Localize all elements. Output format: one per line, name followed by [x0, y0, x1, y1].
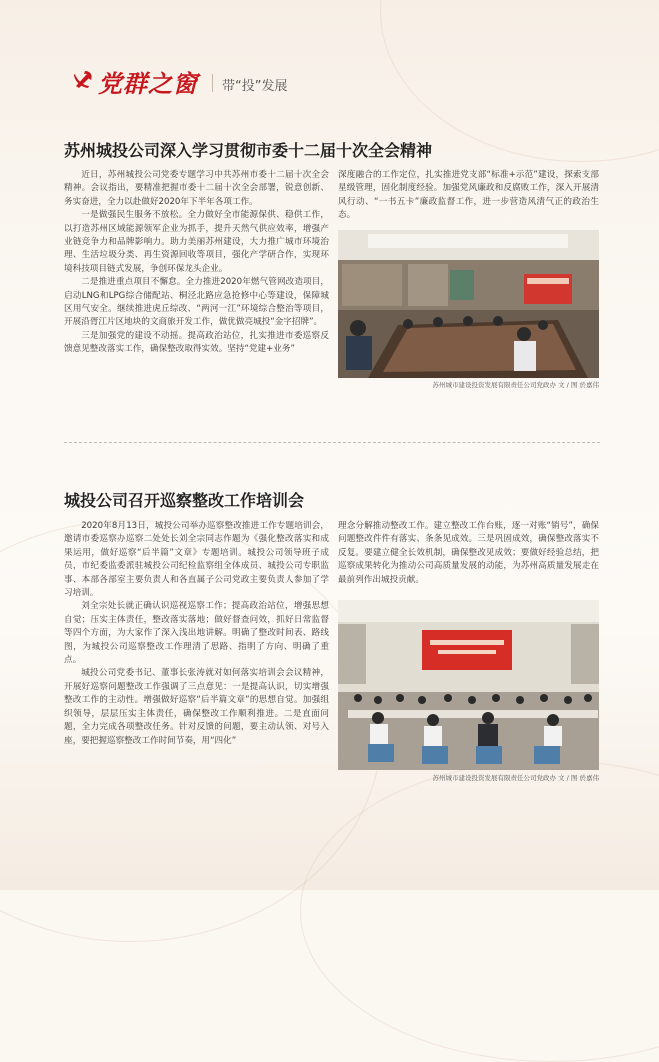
article2-training-photo [338, 600, 599, 770]
article2-title: 城投公司召开巡察整改工作培训会 [64, 491, 305, 510]
article1-paragraph: 一是做强民生服务不放松。全力做好全市能源保供、稳供工作，以打造苏州区域能源领军企业为抓手，提升天然气供应效率，增强产业链竞争力和品牌影响力。助力美丽苏州建设，大力推广城市环境治理、生活垃圾分类、再生资源回收等项目，强化产学研合作，实现环境科技项目链式发展，争创环保龙头企业。 [64, 210, 329, 274]
article1-paragraph: 三是加强党的建设不动摇。提高政治站位，扎实推进市委巡察反馈意见整改落实工作，确保整改取得实效。坚持“党建+业务” [64, 330, 329, 355]
header-divider [212, 74, 213, 92]
article1-left-column [64, 169, 329, 357]
training-room-illustration [338, 600, 599, 770]
section-header [72, 62, 472, 98]
article1-photo-caption: 苏州城市建设投资发展有限责任公司党政办 文 / 图 於嘉伟 [432, 381, 599, 389]
article2-right-column [338, 520, 599, 587]
article1-paragraph-continued: 深度融合的工作定位，扎实推进党支部“标准+示范”建设，探索支部星级管理，固化制度经验。加强党风廉政和反腐败工作，深入开展清风行动、“一书五卡”廉政监督工作，进一步营造风清气正的政治生态。 [338, 170, 599, 221]
article1-meeting-photo [338, 230, 599, 378]
brand-logo-text: 党群之窗 [98, 69, 198, 98]
article1-right-column [338, 169, 599, 223]
column-name: 带“投”发展 [222, 79, 288, 94]
article1-title: 苏州城投公司深入学习贯彻市委十二届十次全会精神 [64, 141, 433, 160]
article2-paragraph-continued: 理念分解推动整改工作。建立整改工作台账，逐一对账“销号”，确保问题整改件件有落实、条条见成效。三是巩固成效，确保整改落实不反复。要建立健全长效机制，确保整改见成效；要做好经验总结，把巡察成果转化为推动公司高质量发展的动能，为苏州高质量发展走在最前列作出城投贡献。 [338, 521, 599, 585]
party-emblem-icon [72, 68, 94, 90]
article2-paragraph: 城投公司党委书记、董事长张涛就对如何落实培训会会议精神，开展好巡察问题整改工作强调了三点意见：一是提高认识，切实增强整改工作的主动性。增强做好巡察“后半篇文章”的思想自觉。加强组织领导，层层压实主体责任，确保整改工作顺利推进。二是直面问题，全力完成各项整改任务。针对反馈的问题，要主动认领、对号入座，要把握巡察整改工作时间节奏，用“四化” [64, 668, 329, 746]
article2-left-column [64, 520, 329, 748]
meeting-room-illustration [338, 230, 599, 378]
article2-paragraph: 刘全宗处长就正确认识巡视巡察工作；提高政治站位，增强思想自觉；压实主体责任，整改落实落地；做好督查问效，抓好日常监督等四个方面，为大家作了深入浅出地讲解。明确了整改时间表、路线图，为城投公司巡察整改工作理清了思路、指明了方向、明确了重点。 [64, 601, 329, 666]
article2-photo-caption: 苏州城市建设投资发展有限责任公司党政办 文 / 图 於嘉伟 [432, 774, 599, 782]
article1-paragraph: 二是推进重点项目不懈怠。全力推进2020年燃气管网改造项目，启动LNG和LPG综合储配站、桐泾北路应急抢修中心等建设，保障城区用气安全。继续推进虎丘综改、“两河一江”环境综合整治等项目，开展沿胥江片区地块的文商旅开发工作，做优做亮城投“金字招牌”。 [64, 277, 329, 328]
section-divider [64, 442, 600, 443]
article2-paragraph: 2020年8月13日，城投公司举办巡察整改推进工作专题培训会，邀请市委巡察办巡察二处处长刘全宗同志作题为《强化整改落实和成果运用，做好巡察“后半篇”文章》专题培训。城投公司领导班子成员，市纪委监委派驻城投公司纪检监察组全体成员、城投公司专职监事、本部各部室主要负责人和各直属子公司党政主要负责人参加了学习培训。 [64, 521, 329, 599]
article1-paragraph: 近日，苏州城投公司党委专题学习中共苏州市委十二届十次全会精神。会议指出，要精准把握市委十二届十次全会部署，锐意创新、务实奋进，全力以赴做好2020年下半年各项工作。 [64, 170, 329, 207]
